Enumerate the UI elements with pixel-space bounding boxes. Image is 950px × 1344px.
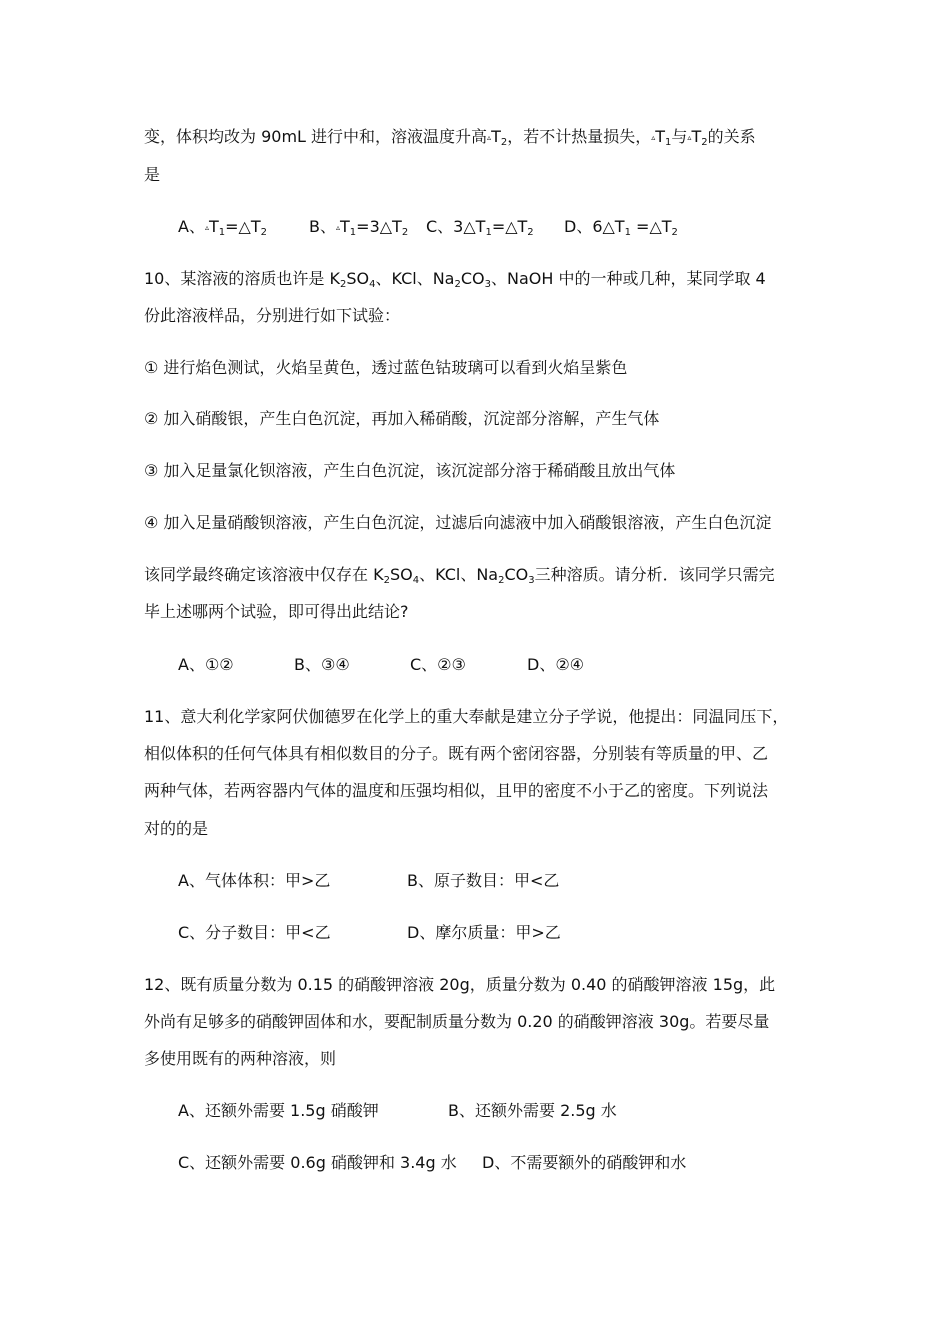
t-symbol: T [208,217,219,236]
option-text: =△T [225,217,261,236]
option-text: =3△T [356,217,402,236]
q12-option-d: D、不需要额外的硝酸钾和水 [482,1153,687,1172]
q12-line2: 外尚有足够多的硝酸钾固体和水，要配制质量分数为 0.20 的硝酸钾溶液 30g。若要尽量 [144,1012,770,1031]
option-label: A、 [178,217,205,236]
q10-step-1: ① 进行焰色测试，火焰呈黄色，透过蓝色钴玻璃可以看到火焰呈紫色 [144,358,628,377]
subscript: 2 [383,575,390,586]
option-text: =△T [630,217,672,236]
subscript: 2 [498,575,505,586]
delta-symbol: ▵ [335,223,340,232]
text-span: 、KCl、Na [375,269,455,288]
subscript: 2 [527,227,534,238]
q9-option-d [564,216,678,238]
q12-line3: 多使用既有的两种溶液，则 [144,1049,337,1068]
q10-conclusion-line1 [144,564,775,586]
subscript: 3 [484,279,491,290]
q12-option-a: A、还额外需要 1.5g 硝酸钾 [178,1101,379,1120]
delta-symbol: ▵ [651,133,656,142]
option-label: B、 [309,217,336,236]
q10-line2: 份此溶液样品，分别进行如下试验： [144,306,401,325]
q10-step-3: ③ 加入足量氯化钡溶液，产生白色沉淀，该沉淀部分溶于稀硝酸且放出气体 [144,461,676,480]
subscript: 2 [701,137,708,148]
subscript: 2 [339,279,347,290]
subscript: 1 [349,227,357,238]
q9-option-b [309,216,408,239]
q12-option-c: C、还额外需要 0.6g 硝酸钾和 3.4g 水 [178,1153,457,1172]
q11-line1: 11、意大利化学家阿伏伽德罗在化学上的重大奉献是建立分子学说，他提出：同温同压下， [144,707,789,726]
text-span: 、KCl、Na [419,565,499,584]
q11-option-a: A、气体体积：甲>乙 [178,871,331,890]
q10-conclusion-line2: 毕上述哪两个试验，即可得出此结论? [144,602,409,621]
q9-option-a [178,216,267,239]
q11-option-b: B、原子数目：甲<乙 [407,871,560,890]
q10-option-c: C、②③ [410,655,466,674]
q10-step-2: ② 加入硝酸银，产生白色沉淀，再加入稀硝酸，沉淀部分溶解，产生气体 [144,409,660,428]
q10-option-b: B、③④ [294,655,350,674]
q12-line1: 12、既有质量分数为 0.15 的硝酸钾溶液 20g，质量分数为 0.40 的硝酸钾溶液 15g，此 [144,975,776,994]
q11-line4: 对的的是 [144,819,209,838]
q9-line1-text-c: 与 [671,127,688,146]
q11-option-d: D、摩尔质量：甲>乙 [407,923,561,942]
t-symbol: T [691,127,702,146]
q9-line1-text: 变，体积均改为 90mL 进行中和，溶液温度升高 [144,127,488,146]
subscript: 1 [218,227,226,238]
subscript: 3 [528,575,535,586]
q12-option-b: B、还额外需要 2.5g 水 [448,1101,617,1120]
subscript: 2 [260,227,267,238]
t-symbol: T [491,127,501,146]
text-span: 三种溶质。请分析．该同学只需完 [534,565,775,584]
q11-line3: 两种气体，若两容器内气体的温度和压强均相似，且甲的密度不小于乙的密度。下列说法 [144,781,769,800]
subscript: 1 [665,137,672,148]
delta-symbol: ▵ [204,223,209,232]
q11-line2: 相似体积的任何气体具有相似数目的分子。既有两个密闭容器，分别装有等质量的甲、乙 [144,744,769,763]
t-symbol: T [655,127,666,146]
text-span: CO [504,565,529,584]
option-label: C、3△T [426,217,486,236]
delta-symbol: ▵ [487,133,492,142]
q9-option-c [426,216,534,238]
q9-line1-text-b: ，若不计热量损失， [507,127,652,146]
subscript: 2 [454,279,461,290]
subscript: 2 [401,227,409,238]
q9-line1-text-d: 的关系 [707,127,756,146]
q10-option-d: D、②④ [527,655,585,674]
q10-step-4: ④ 加入足量硝酸钡溶液，产生白色沉淀，过滤后向滤液中加入硝酸银溶液，产生白色沉淀 [144,513,772,532]
subscript: 1 [485,227,492,238]
subscript: 2 [671,227,678,238]
option-text: =△T [491,217,528,236]
q11-option-c: C、分子数目：甲<乙 [178,923,331,942]
text-span: SO [389,565,413,584]
q9-line2: 是 [144,165,161,184]
subscript: 2 [500,137,508,148]
text-span: 10、某溶液的溶质也许是 K [144,269,340,288]
subscript: 4 [412,575,420,586]
q10-option-a: A、①② [178,655,234,674]
text-span: SO [346,269,370,288]
q10-line1 [144,268,766,290]
subscript: 4 [369,279,376,290]
subscript: 1 [624,227,631,238]
t-symbol: T [340,217,350,236]
text-span: 、NaOH 中的一种或几种，某同学取 4 [490,269,766,288]
text-span: CO [460,269,485,288]
delta-symbol: ▵ [687,133,692,142]
text-span: 该同学最终确定该溶液中仅存在 K [144,565,384,584]
option-label: D、6△T [564,217,625,236]
q9-line1 [144,126,756,149]
